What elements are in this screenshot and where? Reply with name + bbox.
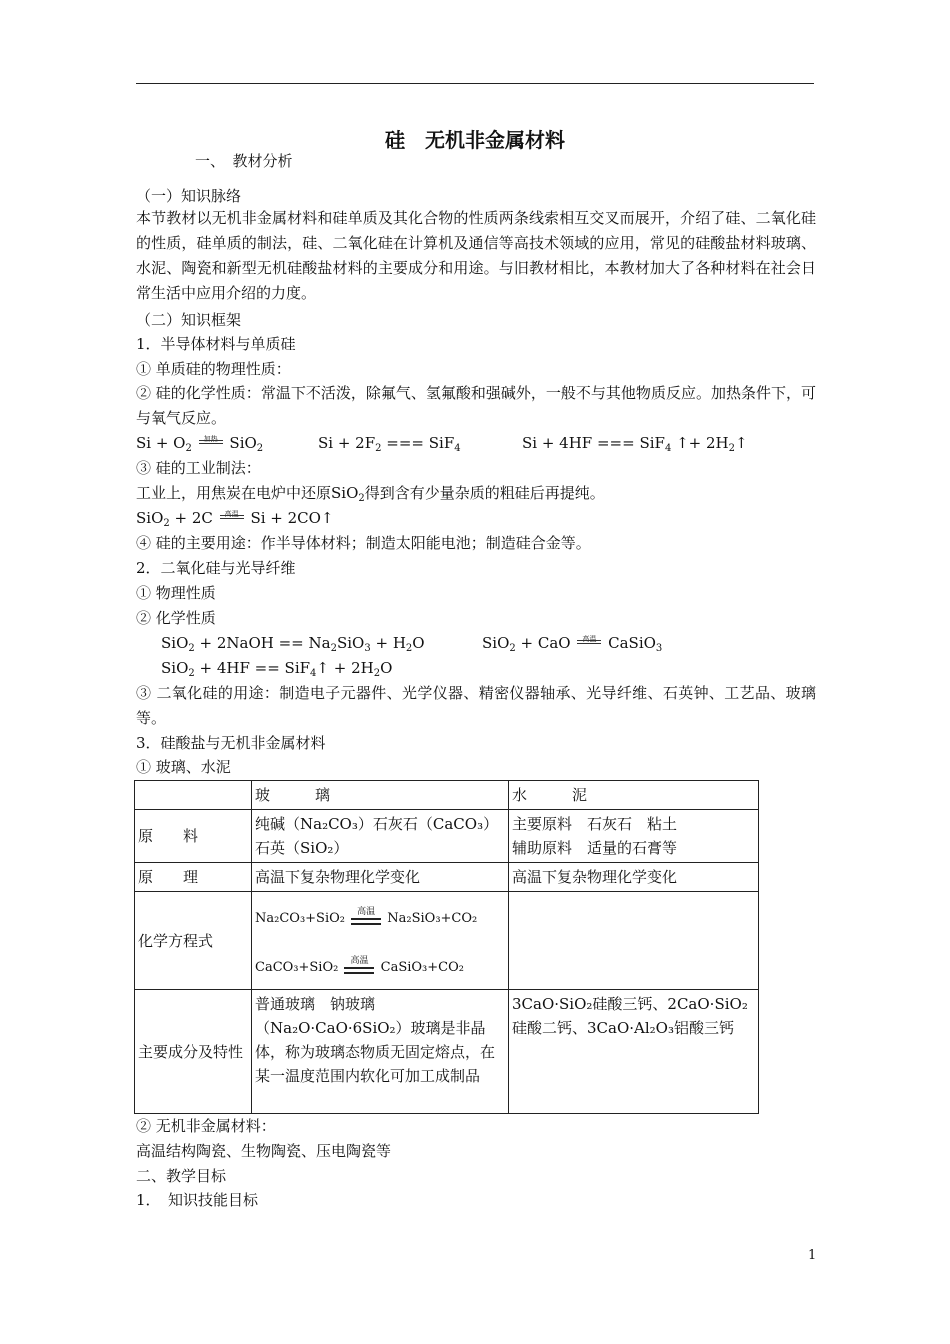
- table-cell: [252, 892, 509, 990]
- row-label: 主要成分及特性: [135, 990, 252, 1114]
- table-cell: 3CaO·SiO₂硅酸三钙、2CaO·SiO₂硅酸二钙、3CaO·Al₂O₃铝酸三钙: [509, 990, 759, 1114]
- section-heading: 二、教学目标: [136, 1167, 227, 1185]
- text-line: ① 物理性质: [136, 584, 216, 602]
- cell-equation: Na₂CO₃+SiO₂ 高温 Na₂SiO₃+CO₂: [255, 907, 478, 926]
- cell-equation: CaCO₃+SiO₂ 高温 CaSiO₃+CO₂: [255, 956, 464, 975]
- text-line: 工业上，用焦炭在电炉中还原SiO$_2$得到含有少量杂质的粗硅后再提纯。: [136, 484, 605, 504]
- header-rule: [136, 83, 814, 84]
- equation: SiO$_2$ + 2NaOH == $Na_2SiO_3 + H_2O$: [161, 634, 425, 654]
- table-header: 水 泥: [509, 781, 759, 810]
- text-line: 高温结构陶瓷、生物陶瓷、压电陶瓷等: [136, 1142, 392, 1160]
- table-cell: 高温下复杂物理化学变化: [509, 863, 759, 892]
- item-heading: 1．半导体材料与单质硅: [136, 335, 296, 353]
- row-label: 原 料: [135, 810, 252, 863]
- table-row: [135, 810, 759, 863]
- subsection-heading: （二）知识框架: [136, 311, 242, 329]
- table-cell: [509, 810, 759, 863]
- item-heading: 3．硅酸盐与无机非金属材料: [136, 734, 326, 752]
- text-line: ① 单质硅的物理性质：: [136, 360, 291, 378]
- table-cell: 纯碱（Na₂CO₃）石灰石（CaCO₃）石英（SiO₂）: [252, 810, 509, 863]
- item-heading: 2．二氧化硅与光导纤维: [136, 559, 296, 577]
- subsection-heading: （一）知识脉络: [136, 187, 242, 205]
- equation: SiO$_2$ + CaO 高温 CaSiO$_3$: [482, 634, 663, 654]
- table-cell: 高温下复杂物理化学变化: [252, 863, 509, 892]
- table-header: 玻 璃: [252, 781, 509, 810]
- table-row: [135, 990, 759, 1114]
- text-line: ② 无机非金属材料：: [136, 1117, 276, 1135]
- text-paragraph: ③ 二氧化硅的用途：制造电子元器件、光学仪器、精密仪器轴承、光导纤维、石英钟、工艺品、玻璃等。: [136, 684, 816, 727]
- table-cell: 普通玻璃 钠玻璃（Na₂O·CaO·6SiO₂）玻璃是非晶体，称为玻璃态物质无固定熔点，在某一温度范围内软化可加工成制品: [252, 990, 509, 1114]
- text-paragraph: ② 硅的化学性质：常温下不活泼，除氟气、氢氟酸和强碱外，一般不与其他物质反应。加热条件下，可与氧气反应。: [136, 384, 816, 427]
- item-heading: 1． 知识技能目标: [136, 1191, 259, 1209]
- table-row: [135, 892, 759, 990]
- page-title: 硅 无机非金属材料: [385, 128, 565, 152]
- cell-line: 辅助原料 适量的石膏等: [512, 839, 678, 857]
- equation: $Si + O_2$ 加热 SiO$_2$: [136, 434, 264, 454]
- row-label: 原 理: [135, 863, 252, 892]
- section-heading: 一、 教材分析: [195, 152, 293, 170]
- table-row: [135, 863, 759, 892]
- intro-paragraph: 本节教材以无机非金属材料和硅单质及其化合物的性质两条线索相互交叉而展开，介绍了硅、二氧化硅的性质，硅单质的制法，硅、二氧化硅在计算机及通信等高技术领域的应用，常见的硅酸盐材料玻璃、水泥、陶瓷和新型无机硅酸盐材料的主要成分和用途。与旧教材相比，本教材加大了各种材料在社会日常生活中应用介绍的力度。: [136, 209, 816, 302]
- table-cell: [135, 781, 252, 810]
- equation: SiO$_2$ + 2C 高温 Si + 2CO↑: [136, 509, 334, 529]
- text-line: ④ 硅的主要用途：作半导体材料；制造太阳能电池；制造硅合金等。: [136, 534, 591, 552]
- equation: SiO$_2$ + 4HF == SiF$_4$↑ + $2H_2O$: [161, 659, 393, 679]
- row-label: 化学方程式: [135, 892, 252, 990]
- text-line: ① 玻璃、水泥: [136, 758, 231, 776]
- materials-table: [134, 780, 759, 1114]
- equation: $Si + 2F_2$ === SiF$_4$: [318, 434, 461, 454]
- equation: Si + 4HF === SiF$_4$ ↑+ $2H_2↑$: [522, 434, 748, 454]
- page-number: 1: [808, 1248, 817, 1263]
- text-line: ③ 硅的工业制法：: [136, 459, 261, 477]
- table-cell: [509, 892, 759, 990]
- text-line: ② 化学性质: [136, 609, 216, 627]
- cell-line: 主要原料 石灰石 粘土: [512, 815, 678, 833]
- table-row: [135, 781, 759, 810]
